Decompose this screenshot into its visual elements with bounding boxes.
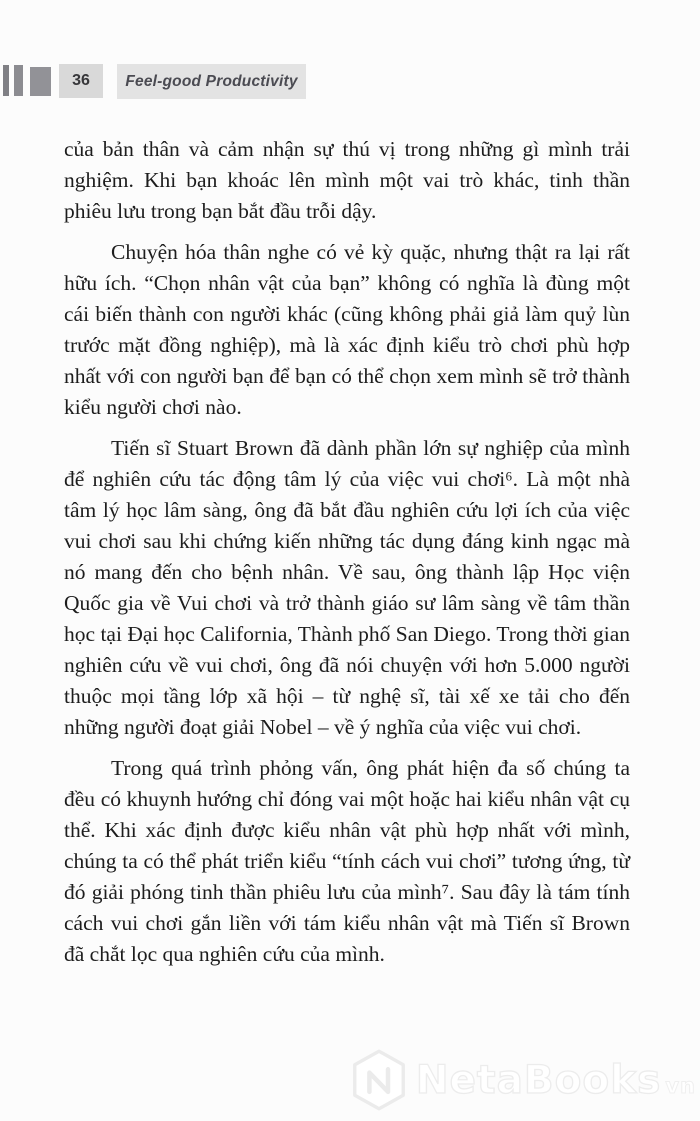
page-number: 36 xyxy=(72,72,90,89)
page-body xyxy=(64,134,630,980)
body-paragraph-4: Trong quá trình phỏng vấn, ông phát hiện đa số chúng ta đều có khuynh hướng chỉ đóng vai một hoặc hai kiểu nhân vật cụ thể. Khi xác định được kiểu nhân vật phù hợp nhất với mình, chúng ta có thể phát triển kiểu “tính cách vui chơi” tương ứng, từ đó giải phóng tinh thần phiêu lưu của mình⁷. Sau đây là tám tính cách vui chơi gắn liền với tám kiểu nhân vật mà Tiến sĩ Brown đã chắt lọc qua nghiên cứu của mình. xyxy=(64,756,630,966)
header-deco-bar-2 xyxy=(14,65,23,96)
watermark-tld-text: vn xyxy=(665,1074,696,1098)
netabooks-hexagon-n-logo-icon xyxy=(350,1049,408,1111)
page-number-badge xyxy=(59,64,103,98)
header-deco-bar-3 xyxy=(30,67,51,96)
body-paragraph-3: Tiến sĩ Stuart Brown đã dành phần lớn sự nghiệp của mình để nghiên cứu tác động tâm lý của việc vui chơi⁶. Là một nhà tâm lý học lâm sàng, ông đã bắt đầu nghiên cứu lợi ích của việc vui chơi sau khi chứng kiến những tác dụng đáng kinh ngạc mà nó mang đến cho bệnh nhân. Về sau, ông thành lập Học viện Quốc gia về Vui chơi và trở thành giáo sư lâm sàng về tâm thần học tại Đại học California, Thành phố San Diego. Trong thời gian nghiên cứu về vui chơi, ông đã nói chuyện với hơn 5.000 người thuộc mọi tầng lớp xã hội – từ nghệ sĩ, tài xế xe tải cho đến những người đoạt giải Nobel – về ý nghĩa của việc vui chơi. xyxy=(64,436,630,739)
header-deco-bar-1 xyxy=(3,65,9,96)
body-paragraph-2: Chuyện hóa thân nghe có vẻ kỳ quặc, nhưng thật ra lại rất hữu ích. “Chọn nhân vật của bạn” không có nghĩa là đùng một cái biến thành con người khác (cũng không phải giả làm quỷ lùn trước mặt đồng nghiệp), mà là xác định kiểu trò chơi phù hợp nhất với con người bạn để bạn có thể chọn xem mình sẽ trở thành kiểu người chơi nào. xyxy=(64,240,630,419)
netabooks-watermark xyxy=(350,1049,696,1111)
running-header-title: Feel-good Productivity xyxy=(125,72,298,90)
running-header xyxy=(117,64,306,99)
watermark-brand-text: NetaBooks xyxy=(415,1057,662,1103)
body-paragraph-1: của bản thân và cảm nhận sự thú vị trong những gì mình trải nghiệm. Khi bạn khoác lên mình một vai trò khác, tinh thần phiêu lưu trong bạn bắt đầu trỗi dậy. xyxy=(64,137,630,223)
